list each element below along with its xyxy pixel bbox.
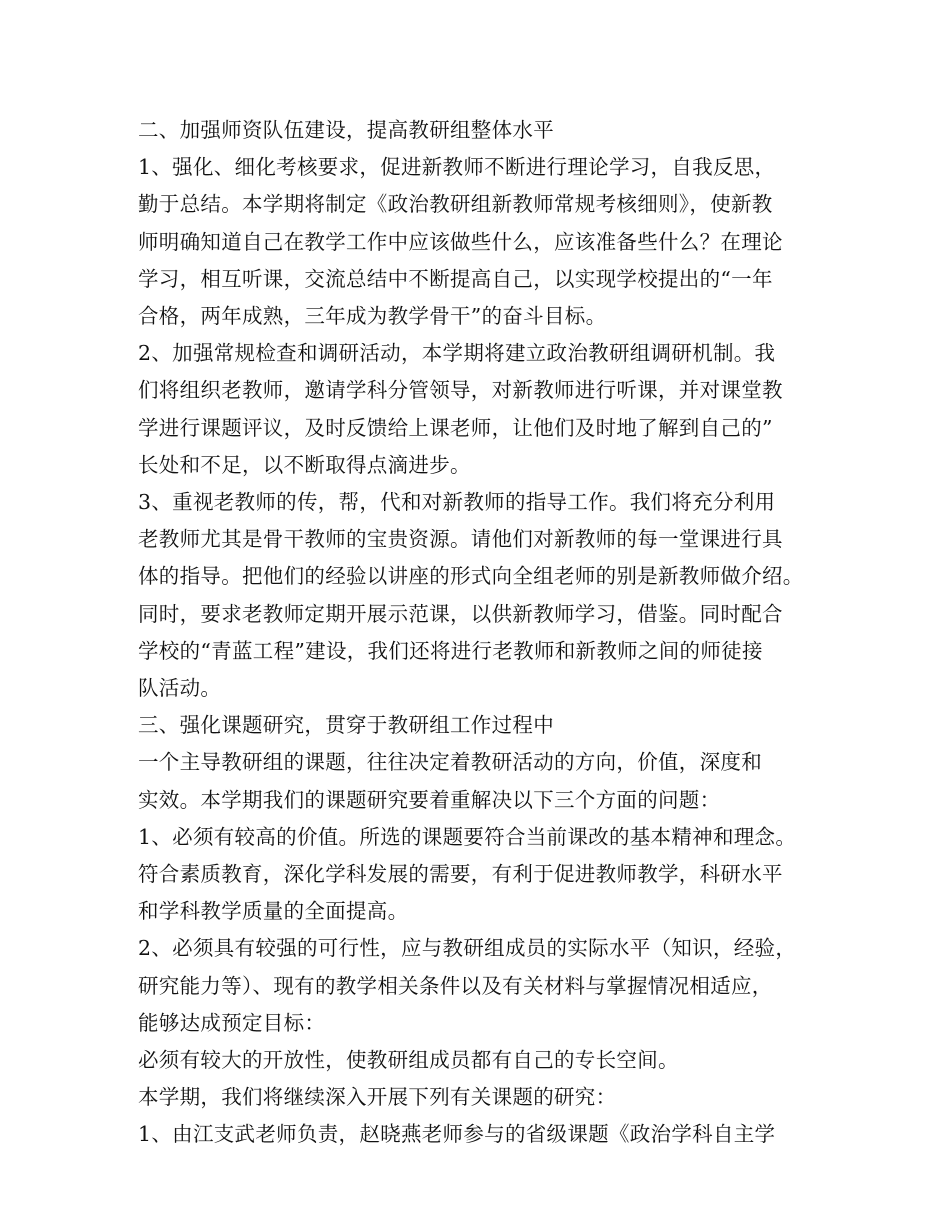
text-line: 师明确知道自己在教学工作中应该做些什么，应该准备些什么？在理论 (138, 229, 783, 254)
text-line: 1、由江支武老师负责，赵晓燕老师参与的省级课题《政治学科自主学 (138, 1122, 776, 1147)
paragraph-project-1 (138, 1116, 828, 1153)
text-line: 3、重视老教师的传，帮，代和对新教师的指导工作。我们将充分利用 (138, 490, 776, 515)
text-line: 实效。本学期我们的课题研究要着重解决以下三个方面的问题： (138, 787, 721, 812)
paragraph-semester-plan (138, 1079, 828, 1116)
text-line: 和学科教学质量的全面提高。 (138, 899, 409, 924)
text-line: 同时，要求老教师定期开展示范课，以供新教师学习，借鉴。同时配合 (138, 601, 783, 626)
paragraph-topic-intro (138, 744, 828, 818)
text-line: 学校的“青蓝工程”建设，我们还将进行老教师和新教师之间的师徒接 (138, 638, 763, 663)
paragraph-inspection (138, 335, 828, 484)
text-line: 勤于总结。本学期将制定《政治教研组新教师常规考核细则》，使新教 (138, 192, 773, 217)
text-line: 学进行课题评议，及时反馈给上课老师，让他们及时地了解到自己的” (138, 415, 773, 440)
paragraph-assessment (138, 149, 828, 335)
text-line: 1、必须有较高的价值。所选的课题要符合当前课改的基本精神和理念。 (138, 824, 797, 849)
text-line: 们将组织老教师，邀请学科分管领导，对新教师进行听课，并对课堂教 (138, 378, 783, 403)
paragraph-value (138, 819, 828, 931)
text-line: 老教师尤其是骨干教师的宝贵资源。请他们对新教师的每一堂课进行具 (138, 527, 783, 552)
text-line: 二、加强师资队伍建设，提高教研组整体水平 (138, 118, 554, 142)
text-line: 研究能力等）、现有的教学相关条件以及有关材料与掌握情况相适应， (138, 973, 773, 998)
text-line: 2、必须具有较强的可行性，应与教研组成员的实际水平（知识，经验， (138, 936, 797, 961)
text-line: 一个主导教研组的课题，往往决定着教研活动的方向，价值，深度和 (138, 750, 762, 775)
text-line: 本学期，我们将继续深入开展下列有关课题的研究： (138, 1085, 617, 1110)
text-line: 队活动。 (138, 676, 222, 701)
text-line: 符合素质教育，深化学科发展的需要，有利于促进教师教学，科研水平 (138, 862, 783, 887)
text-line: 能够达成预定目标： (138, 1010, 326, 1035)
section-heading-3 (138, 707, 828, 744)
text-line: 学习，相互听课，交流总结中不断提高自己，以实现学校提出的“一年 (138, 266, 773, 291)
section-heading-2 (138, 112, 828, 149)
text-line: 三、强化课题研究，贯穿于教研组工作过程中 (138, 713, 554, 738)
text-line: 体的指导。把他们的经验以讲座的形式向全组老师的别是新教师做介绍。 (138, 564, 804, 589)
text-line: 必须有较大的开放性，使教研组成员都有自己的专长空间。 (138, 1048, 679, 1073)
text-line: 2、加强常规检查和调研活动，本学期将建立政治教研组调研机制。我 (138, 341, 776, 366)
text-line: 1、强化、细化考核要求，促进新教师不断进行理论学习，自我反思， (138, 155, 776, 180)
paragraph-openness (138, 1042, 828, 1079)
text-line: 长处和不足，以不断取得点滴进步。 (138, 452, 471, 477)
paragraph-mentoring (138, 484, 828, 707)
text-line: 合格，两年成熟，三年成为教学骨干”的奋斗目标。 (138, 304, 607, 329)
paragraph-feasibility (138, 930, 828, 1042)
document-body (138, 112, 828, 1154)
